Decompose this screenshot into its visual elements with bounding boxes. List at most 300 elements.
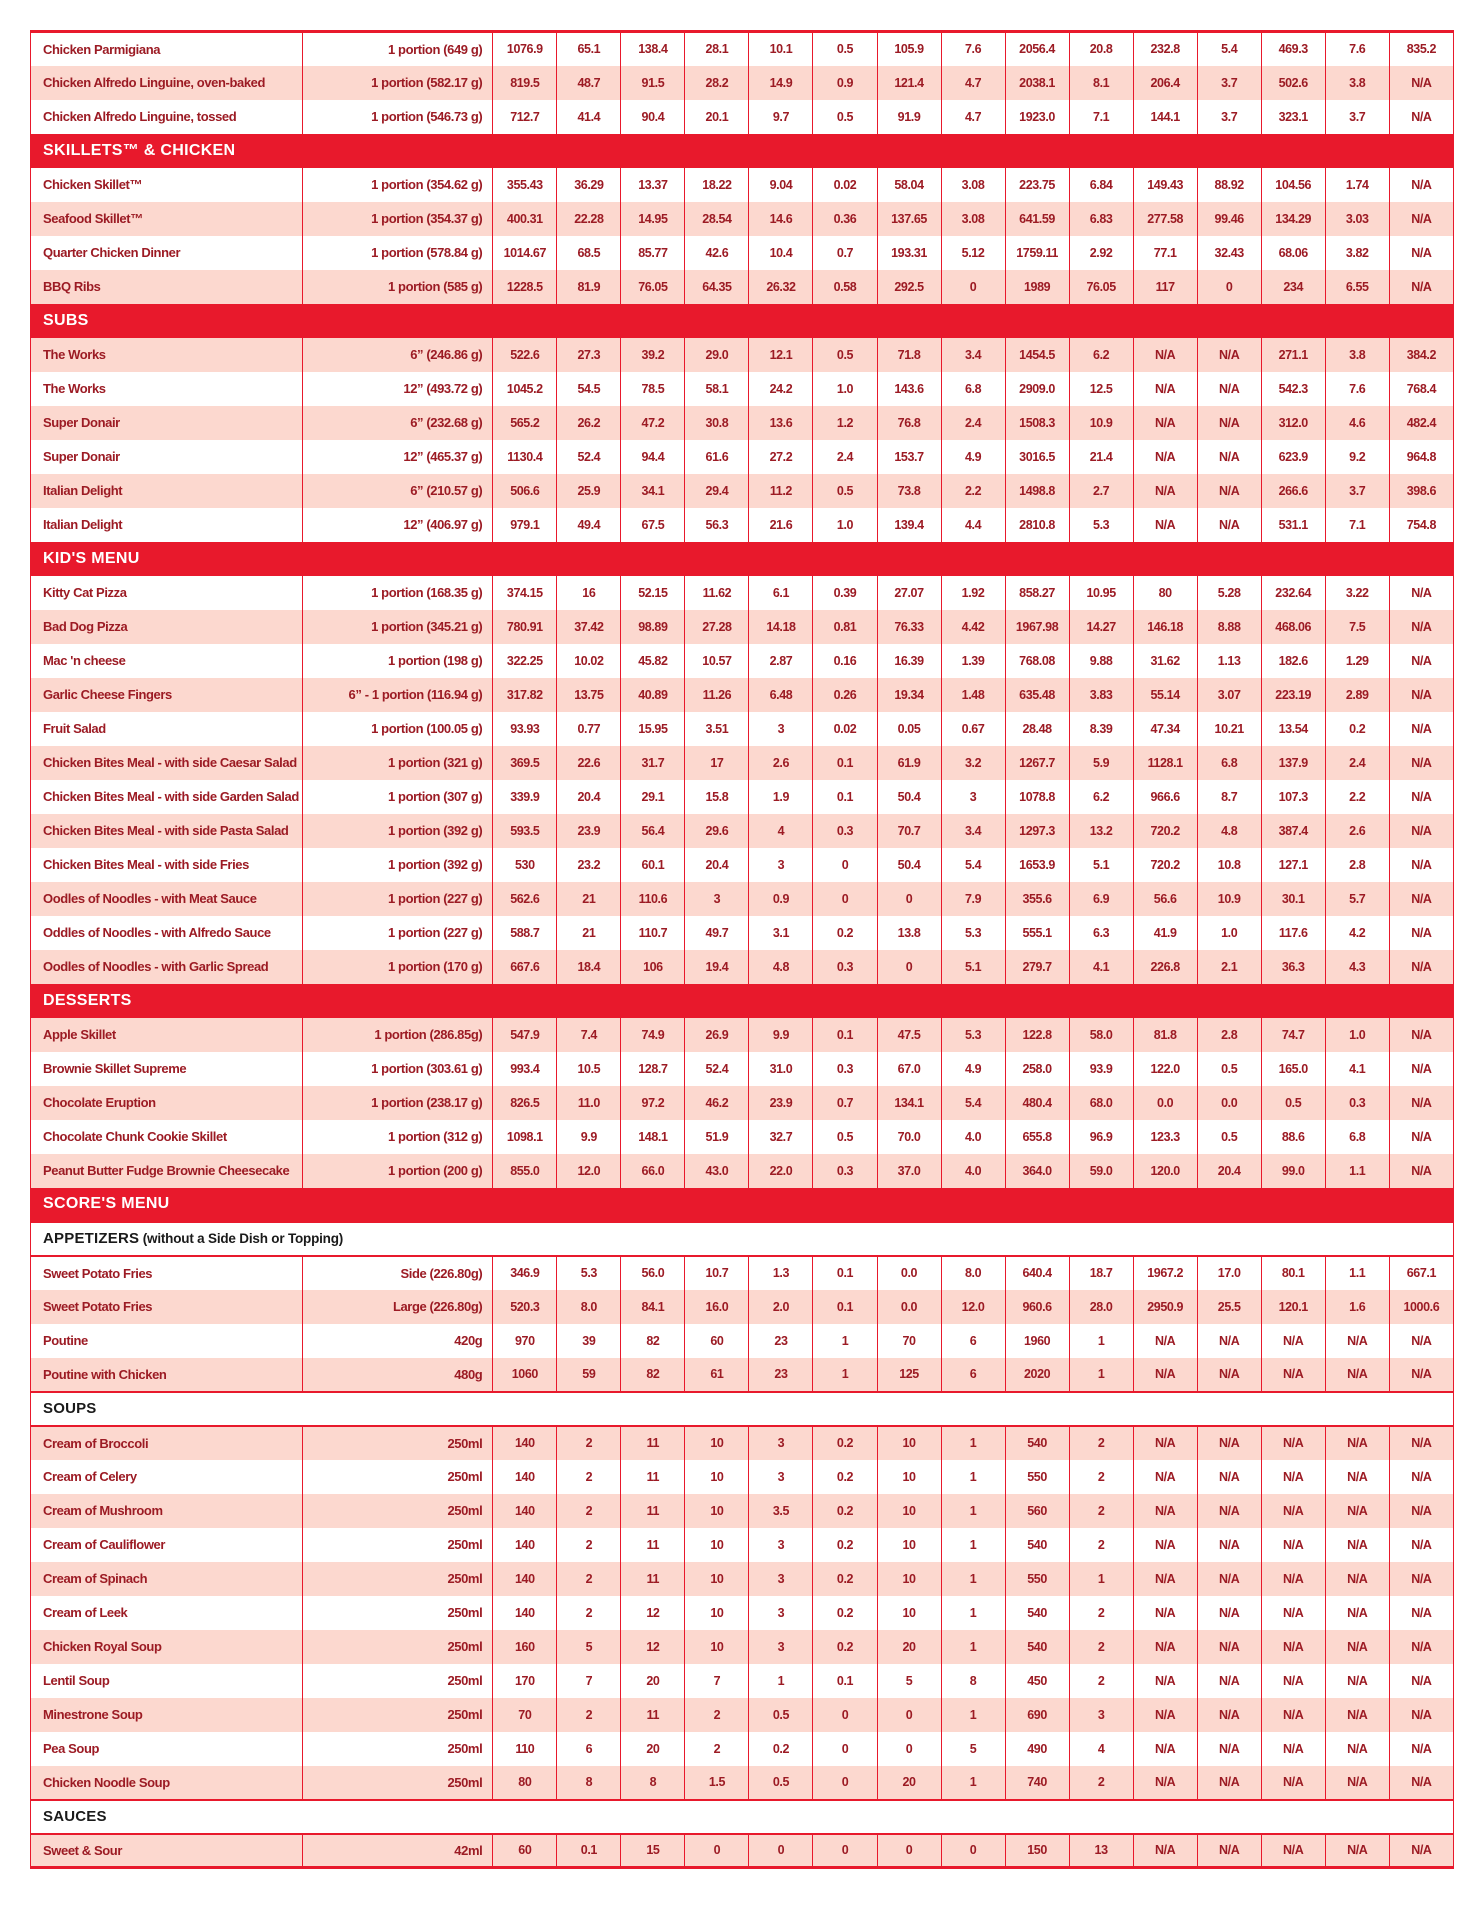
portion-cell: 1 portion (345.21 g) — [303, 610, 493, 644]
value-cell: 20.4 — [1197, 1154, 1261, 1188]
value-cell: 12.0 — [941, 1290, 1005, 1324]
value-cell: 14.9 — [749, 66, 813, 100]
item-name-cell: Poutine — [31, 1324, 303, 1358]
value-cell: 234 — [1261, 270, 1325, 304]
value-cell: 223.75 — [1005, 168, 1069, 202]
value-cell: 5 — [557, 1630, 621, 1664]
value-cell: 0 — [877, 1834, 941, 1868]
table-row — [31, 712, 1454, 746]
value-cell: 12.1 — [749, 338, 813, 372]
value-cell: 2 — [1069, 1630, 1133, 1664]
value-cell: 8.88 — [1197, 610, 1261, 644]
item-name-cell: Fruit Salad — [31, 712, 303, 746]
value-cell: N/A — [1133, 406, 1197, 440]
value-cell: 1.74 — [1325, 168, 1389, 202]
value-cell: 1 — [1069, 1358, 1133, 1392]
value-cell: 547.9 — [493, 1018, 557, 1052]
value-cell: 12.5 — [1069, 372, 1133, 406]
value-cell: 23.9 — [557, 814, 621, 848]
value-cell: 3.2 — [941, 746, 1005, 780]
value-cell: 27.2 — [749, 440, 813, 474]
table-row — [31, 202, 1454, 236]
value-cell: 93.93 — [493, 712, 557, 746]
value-cell: 140 — [493, 1596, 557, 1630]
value-cell: 110.6 — [621, 882, 685, 916]
table-row — [31, 1018, 1454, 1052]
portion-cell: 6” (246.86 g) — [303, 338, 493, 372]
value-cell: 122.8 — [1005, 1018, 1069, 1052]
value-cell: 3 — [749, 1426, 813, 1460]
item-name-cell: The Works — [31, 372, 303, 406]
value-cell: N/A — [1197, 1528, 1261, 1562]
value-cell: 3.7 — [1325, 474, 1389, 508]
value-cell: N/A — [1325, 1460, 1389, 1494]
value-cell: 490 — [1005, 1732, 1069, 1766]
value-cell: 740 — [1005, 1766, 1069, 1800]
sub-section-title: SOUPS — [43, 1399, 97, 1417]
value-cell: 48.7 — [557, 66, 621, 100]
value-cell: N/A — [1133, 1528, 1197, 1562]
value-cell: N/A — [1389, 950, 1453, 984]
value-cell: N/A — [1325, 1698, 1389, 1732]
value-cell: 1098.1 — [493, 1120, 557, 1154]
value-cell: 82 — [621, 1324, 685, 1358]
value-cell: N/A — [1325, 1324, 1389, 1358]
value-cell: N/A — [1389, 1664, 1453, 1698]
item-name-cell: Chicken Noodle Soup — [31, 1766, 303, 1800]
value-cell: 12 — [621, 1630, 685, 1664]
value-cell: 1759.11 — [1005, 236, 1069, 270]
value-cell: N/A — [1197, 1426, 1261, 1460]
value-cell: 3 — [685, 882, 749, 916]
value-cell: 226.8 — [1133, 950, 1197, 984]
value-cell: N/A — [1197, 1664, 1261, 1698]
table-row — [31, 474, 1454, 508]
value-cell: 9.2 — [1325, 440, 1389, 474]
sub-section-header-row — [31, 1222, 1454, 1256]
value-cell: 0 — [813, 1834, 877, 1868]
value-cell: N/A — [1197, 1630, 1261, 1664]
value-cell: 60 — [493, 1834, 557, 1868]
value-cell: 18.4 — [557, 950, 621, 984]
value-cell: 3.08 — [941, 168, 1005, 202]
item-name-cell: Chicken Alfredo Linguine, oven-baked — [31, 66, 303, 100]
value-cell: N/A — [1325, 1426, 1389, 1460]
value-cell: 3 — [749, 1630, 813, 1664]
value-cell: 502.6 — [1261, 66, 1325, 100]
value-cell: 0 — [813, 848, 877, 882]
value-cell: 5.7 — [1325, 882, 1389, 916]
value-cell: 1498.8 — [1005, 474, 1069, 508]
value-cell: 10.7 — [685, 1256, 749, 1290]
value-cell: 720.2 — [1133, 814, 1197, 848]
value-cell: 77.1 — [1133, 236, 1197, 270]
value-cell: 0.3 — [813, 950, 877, 984]
value-cell: 0.67 — [941, 712, 1005, 746]
value-cell: 1 — [941, 1494, 1005, 1528]
portion-cell: 480g — [303, 1358, 493, 1392]
value-cell: 2.1 — [1197, 950, 1261, 984]
table-row — [31, 1834, 1454, 1868]
value-cell: 1.1 — [1325, 1256, 1389, 1290]
value-cell: 1.0 — [813, 508, 877, 542]
value-cell: 7 — [685, 1664, 749, 1698]
value-cell: 65.1 — [557, 32, 621, 66]
value-cell: 0.3 — [813, 814, 877, 848]
value-cell: 3.8 — [1325, 66, 1389, 100]
portion-cell: 1 portion (170 g) — [303, 950, 493, 984]
value-cell: 667.6 — [493, 950, 557, 984]
value-cell: 11 — [621, 1426, 685, 1460]
value-cell: N/A — [1133, 1494, 1197, 1528]
value-cell: 0.39 — [813, 576, 877, 610]
value-cell: 6.3 — [1069, 916, 1133, 950]
item-name-cell: Cream of Celery — [31, 1460, 303, 1494]
value-cell: 3.4 — [941, 814, 1005, 848]
table-row — [31, 440, 1454, 474]
value-cell: 0.2 — [749, 1732, 813, 1766]
value-cell: 25.5 — [1197, 1290, 1261, 1324]
value-cell: 23 — [749, 1358, 813, 1392]
value-cell: 1 — [941, 1698, 1005, 1732]
value-cell: 13.2 — [1069, 814, 1133, 848]
portion-cell: 1 portion (392 g) — [303, 848, 493, 882]
value-cell: N/A — [1133, 338, 1197, 372]
value-cell: 29.6 — [685, 814, 749, 848]
value-cell: N/A — [1133, 1766, 1197, 1800]
item-name-cell: Pea Soup — [31, 1732, 303, 1766]
value-cell: 91.9 — [877, 100, 941, 134]
value-cell: 2.8 — [1197, 1018, 1261, 1052]
value-cell: 54.5 — [557, 372, 621, 406]
value-cell: 7.1 — [1069, 100, 1133, 134]
value-cell: 0.2 — [813, 1528, 877, 1562]
value-cell: 8.39 — [1069, 712, 1133, 746]
value-cell: 110.7 — [621, 916, 685, 950]
value-cell: 0 — [1197, 270, 1261, 304]
value-cell: N/A — [1389, 1562, 1453, 1596]
value-cell: 1014.67 — [493, 236, 557, 270]
portion-cell: 250ml — [303, 1664, 493, 1698]
portion-cell: 250ml — [303, 1596, 493, 1630]
value-cell: 10.5 — [557, 1052, 621, 1086]
value-cell: 1.39 — [941, 644, 1005, 678]
value-cell: 21 — [557, 916, 621, 950]
value-cell: N/A — [1325, 1664, 1389, 1698]
portion-cell: 250ml — [303, 1528, 493, 1562]
value-cell: 206.4 — [1133, 66, 1197, 100]
table-row — [31, 168, 1454, 202]
section-header-label: SKILLETS™ & CHICKEN — [31, 134, 1454, 168]
value-cell: 0.2 — [813, 1562, 877, 1596]
value-cell: 28.2 — [685, 66, 749, 100]
value-cell: 1297.3 — [1005, 814, 1069, 848]
portion-cell: 250ml — [303, 1426, 493, 1460]
value-cell: N/A — [1197, 1698, 1261, 1732]
value-cell: 25.9 — [557, 474, 621, 508]
value-cell: 99.0 — [1261, 1154, 1325, 1188]
portion-cell: Side (226.80g) — [303, 1256, 493, 1290]
value-cell: 120.1 — [1261, 1290, 1325, 1324]
table-row — [31, 1596, 1454, 1630]
value-cell: 11.62 — [685, 576, 749, 610]
value-cell: N/A — [1389, 202, 1453, 236]
value-cell: 36.29 — [557, 168, 621, 202]
item-name-cell: Cream of Mushroom — [31, 1494, 303, 1528]
value-cell: N/A — [1133, 1562, 1197, 1596]
value-cell: 160 — [493, 1630, 557, 1664]
item-name-cell: Chicken Bites Meal - with side Pasta Salad — [31, 814, 303, 848]
value-cell: 70 — [877, 1324, 941, 1358]
portion-cell: 250ml — [303, 1562, 493, 1596]
item-name-cell: Chicken Bites Meal - with side Fries — [31, 848, 303, 882]
value-cell: 10 — [877, 1562, 941, 1596]
value-cell: 55.14 — [1133, 678, 1197, 712]
value-cell: 720.2 — [1133, 848, 1197, 882]
value-cell: 19.4 — [685, 950, 749, 984]
table-row — [31, 1052, 1454, 1086]
value-cell: 667.1 — [1389, 1256, 1453, 1290]
value-cell: 140 — [493, 1528, 557, 1562]
portion-cell: 1 portion (354.37 g) — [303, 202, 493, 236]
value-cell: N/A — [1133, 1358, 1197, 1392]
value-cell: 128.7 — [621, 1052, 685, 1086]
value-cell: 2 — [1069, 1494, 1133, 1528]
value-cell: 137.9 — [1261, 746, 1325, 780]
value-cell: 20.4 — [685, 848, 749, 882]
value-cell: 10.02 — [557, 644, 621, 678]
value-cell: N/A — [1197, 1324, 1261, 1358]
value-cell: 148.1 — [621, 1120, 685, 1154]
value-cell: N/A — [1261, 1324, 1325, 1358]
item-name-cell: Oodles of Noodles - with Garlic Spread — [31, 950, 303, 984]
value-cell: 139.4 — [877, 508, 941, 542]
section-header-row — [31, 1188, 1454, 1222]
value-cell: 15.8 — [685, 780, 749, 814]
value-cell: N/A — [1261, 1528, 1325, 1562]
value-cell: 71.8 — [877, 338, 941, 372]
value-cell: 588.7 — [493, 916, 557, 950]
value-cell: 11 — [621, 1562, 685, 1596]
value-cell: 271.1 — [1261, 338, 1325, 372]
value-cell: 469.3 — [1261, 32, 1325, 66]
value-cell: 2.4 — [813, 440, 877, 474]
value-cell: 28.48 — [1005, 712, 1069, 746]
value-cell: 6 — [941, 1358, 1005, 1392]
value-cell: 1.5 — [685, 1766, 749, 1800]
value-cell: 754.8 — [1389, 508, 1453, 542]
item-name-cell: Chicken Bites Meal - with side Garden Salad — [31, 780, 303, 814]
table-row — [31, 1562, 1454, 1596]
item-name-cell: Sweet Potato Fries — [31, 1256, 303, 1290]
value-cell: 140 — [493, 1426, 557, 1460]
value-cell: 10.8 — [1197, 848, 1261, 882]
portion-cell: 1 portion (312 g) — [303, 1120, 493, 1154]
value-cell: 59 — [557, 1358, 621, 1392]
value-cell: 540 — [1005, 1630, 1069, 1664]
value-cell: 1 — [1069, 1324, 1133, 1358]
value-cell: 140 — [493, 1562, 557, 1596]
value-cell: N/A — [1389, 1086, 1453, 1120]
value-cell: N/A — [1133, 440, 1197, 474]
value-cell: 143.6 — [877, 372, 941, 406]
value-cell: 1078.8 — [1005, 780, 1069, 814]
value-cell: 4.0 — [941, 1120, 1005, 1154]
value-cell: 5 — [941, 1732, 1005, 1766]
value-cell: 0.5 — [813, 1120, 877, 1154]
value-cell: 20 — [877, 1630, 941, 1664]
value-cell: 94.4 — [621, 440, 685, 474]
value-cell: 655.8 — [1005, 1120, 1069, 1154]
value-cell: 2 — [1069, 1766, 1133, 1800]
table-row — [31, 236, 1454, 270]
value-cell: 137.65 — [877, 202, 941, 236]
table-row — [31, 1698, 1454, 1732]
value-cell: 7.1 — [1325, 508, 1389, 542]
value-cell: 5.3 — [557, 1256, 621, 1290]
value-cell: 150 — [1005, 1834, 1069, 1868]
section-header-row — [31, 542, 1454, 576]
value-cell: 0.5 — [813, 338, 877, 372]
value-cell: 565.2 — [493, 406, 557, 440]
value-cell: 13.6 — [749, 406, 813, 440]
value-cell: N/A — [1389, 678, 1453, 712]
value-cell: 339.9 — [493, 780, 557, 814]
value-cell: 182.6 — [1261, 644, 1325, 678]
value-cell: 0 — [877, 882, 941, 916]
value-cell: N/A — [1261, 1630, 1325, 1664]
value-cell: 4.1 — [1069, 950, 1133, 984]
value-cell: 70 — [493, 1698, 557, 1732]
value-cell: 27.28 — [685, 610, 749, 644]
value-cell: 966.6 — [1133, 780, 1197, 814]
value-cell: 1 — [941, 1766, 1005, 1800]
value-cell: 42.6 — [685, 236, 749, 270]
value-cell: 277.58 — [1133, 202, 1197, 236]
table-row — [31, 1664, 1454, 1698]
value-cell: 90.4 — [621, 100, 685, 134]
value-cell: 47.5 — [877, 1018, 941, 1052]
value-cell: 223.19 — [1261, 678, 1325, 712]
value-cell: 10.9 — [1069, 406, 1133, 440]
section-header-row — [31, 984, 1454, 1018]
value-cell: 3 — [749, 1460, 813, 1494]
value-cell: 5.4 — [941, 1086, 1005, 1120]
value-cell: 18.7 — [1069, 1256, 1133, 1290]
value-cell: 4.42 — [941, 610, 1005, 644]
value-cell: N/A — [1389, 1120, 1453, 1154]
value-cell: 3016.5 — [1005, 440, 1069, 474]
portion-cell: 1 portion (168.35 g) — [303, 576, 493, 610]
table-row — [31, 1528, 1454, 1562]
value-cell: N/A — [1389, 1426, 1453, 1460]
value-cell: 4.7 — [941, 100, 1005, 134]
value-cell: 768.08 — [1005, 644, 1069, 678]
item-name-cell: BBQ Ribs — [31, 270, 303, 304]
value-cell: 0.2 — [813, 1426, 877, 1460]
portion-cell: 1 portion (238.17 g) — [303, 1086, 493, 1120]
value-cell: 0.3 — [1325, 1086, 1389, 1120]
value-cell: 21 — [557, 882, 621, 916]
value-cell: N/A — [1389, 1494, 1453, 1528]
value-cell: 10 — [685, 1494, 749, 1528]
item-name-cell: Seafood Skillet™ — [31, 202, 303, 236]
nutrition-table — [30, 30, 1454, 1869]
value-cell: 1 — [941, 1630, 1005, 1664]
value-cell: N/A — [1389, 576, 1453, 610]
value-cell: 279.7 — [1005, 950, 1069, 984]
value-cell: 355.6 — [1005, 882, 1069, 916]
value-cell: 560 — [1005, 1494, 1069, 1528]
value-cell: 6.55 — [1325, 270, 1389, 304]
value-cell: 374.15 — [493, 576, 557, 610]
portion-cell: 250ml — [303, 1460, 493, 1494]
value-cell: N/A — [1197, 508, 1261, 542]
value-cell: 1267.7 — [1005, 746, 1069, 780]
value-cell: 540 — [1005, 1528, 1069, 1562]
table-row — [31, 1766, 1454, 1800]
value-cell: 6.1 — [749, 576, 813, 610]
value-cell: N/A — [1197, 1460, 1261, 1494]
item-name-cell: Cream of Broccoli — [31, 1426, 303, 1460]
value-cell: 82 — [621, 1358, 685, 1392]
value-cell: 13.75 — [557, 678, 621, 712]
value-cell: 858.27 — [1005, 576, 1069, 610]
value-cell: 1 — [749, 1664, 813, 1698]
value-cell: 1060 — [493, 1358, 557, 1392]
value-cell: 20.8 — [1069, 32, 1133, 66]
value-cell: 52.4 — [685, 1052, 749, 1086]
value-cell: 2 — [557, 1460, 621, 1494]
value-cell: N/A — [1261, 1562, 1325, 1596]
value-cell: 37.42 — [557, 610, 621, 644]
value-cell: 355.43 — [493, 168, 557, 202]
table-row — [31, 950, 1454, 984]
value-cell: N/A — [1261, 1664, 1325, 1698]
value-cell: 26.2 — [557, 406, 621, 440]
item-name-cell: Chicken Royal Soup — [31, 1630, 303, 1664]
value-cell: 2950.9 — [1133, 1290, 1197, 1324]
value-cell: 3.5 — [749, 1494, 813, 1528]
value-cell: 20 — [621, 1732, 685, 1766]
value-cell: 3.82 — [1325, 236, 1389, 270]
value-cell: 0 — [877, 950, 941, 984]
value-cell: 10 — [877, 1494, 941, 1528]
value-cell: 4.6 — [1325, 406, 1389, 440]
table-row — [31, 746, 1454, 780]
value-cell: 146.18 — [1133, 610, 1197, 644]
value-cell: 76.8 — [877, 406, 941, 440]
value-cell: 23 — [749, 1324, 813, 1358]
value-cell: 125 — [877, 1358, 941, 1392]
table-row — [31, 644, 1454, 678]
value-cell: 3 — [749, 1596, 813, 1630]
value-cell: 6.8 — [1325, 1120, 1389, 1154]
value-cell: 3 — [749, 712, 813, 746]
value-cell: N/A — [1197, 406, 1261, 440]
value-cell: 2038.1 — [1005, 66, 1069, 100]
value-cell: 68.0 — [1069, 1086, 1133, 1120]
item-name-cell: Cream of Cauliflower — [31, 1528, 303, 1562]
value-cell: 6.8 — [1197, 746, 1261, 780]
table-row — [31, 32, 1454, 66]
value-cell: 1.1 — [1325, 1154, 1389, 1188]
value-cell: 52.4 — [557, 440, 621, 474]
value-cell: 66.0 — [621, 1154, 685, 1188]
value-cell: N/A — [1261, 1834, 1325, 1868]
value-cell: 2 — [557, 1494, 621, 1528]
value-cell: 7 — [557, 1664, 621, 1698]
